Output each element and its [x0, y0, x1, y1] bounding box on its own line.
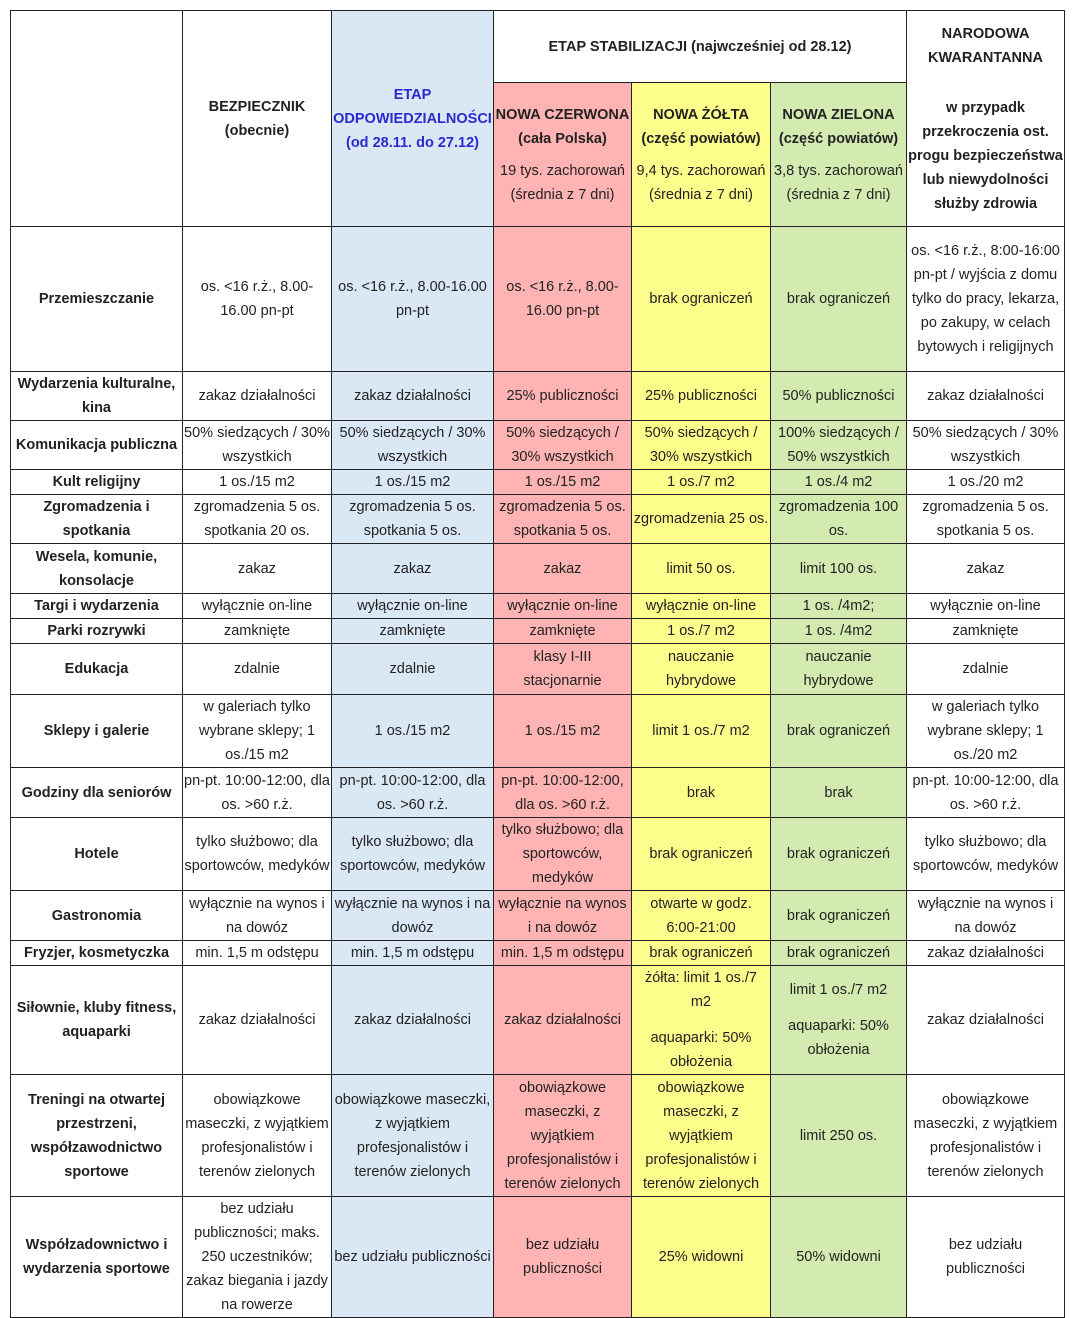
cell-text: zakaz działalności — [927, 945, 1044, 961]
cell-nowa-zolta — [632, 695, 771, 768]
table-body — [11, 227, 1065, 1318]
cell-text: brak — [686, 784, 716, 801]
cell-text: zdalnie — [234, 661, 280, 677]
cell-nowa-czerwona — [494, 227, 632, 372]
cell-text: tylko służbowo; dla sportowców, medyków — [339, 834, 486, 874]
cell-text: 1 os./15 m2 — [524, 723, 601, 739]
cell-narodowa-kwarantanna — [907, 495, 1065, 544]
table-row — [11, 1075, 1065, 1197]
table-row — [11, 495, 1065, 544]
cell-text: min. 1,5 m odstępu — [195, 945, 319, 961]
header-narodowa-kwarantanna — [907, 11, 1065, 227]
cell-bezpiecznik — [183, 421, 332, 470]
cell-bezpiecznik — [183, 495, 332, 544]
cell-etap-odpowiedzialnosci — [332, 544, 494, 594]
cell-text: pn-pt. 10:00-12:00, dla os. >60 r.ż. — [184, 772, 330, 813]
cell-narodowa-kwarantanna — [907, 1075, 1065, 1197]
cell-etap-odpowiedzialnosci — [332, 619, 494, 644]
cell-text: 1 os./15 m2 — [219, 474, 295, 490]
cell-text: zamknięte — [379, 623, 446, 639]
cell-text: wyłącznie na wynos i na dowóz — [917, 895, 1054, 936]
cell-text: klasy I-III stacjonarnie — [523, 649, 602, 689]
table-row — [11, 372, 1065, 421]
cell-bezpiecznik — [183, 619, 332, 644]
header-etap-odp-sub: (od 28.11. do 27.12) — [346, 134, 479, 151]
cell-nowa-czerwona — [494, 891, 632, 941]
cell-text: 1 os./7 m2 — [667, 474, 735, 490]
cell-etap-odpowiedzialnosci — [332, 768, 494, 818]
cell-text: zakaz działalności — [198, 1012, 316, 1028]
cell-nowa-czerwona — [494, 594, 632, 619]
cell-text: 25% publiczności — [644, 388, 758, 404]
cell-text: zamknięte — [223, 623, 291, 639]
table-row — [11, 227, 1065, 372]
cell-etap-odpowiedzialnosci — [332, 372, 494, 421]
cell-text: zakaz działalności — [198, 388, 316, 404]
header-kwar-title: NARODOWA KWARANTANNA — [928, 25, 1043, 66]
cell-text: w galeriach tylko wybrane sklepy; 1 os./20 m2 — [927, 699, 1044, 763]
cell-narodowa-kwarantanna — [907, 818, 1065, 891]
row-label: Kult religijny — [11, 470, 183, 495]
table-row — [11, 544, 1065, 594]
cell-text: wyłącznie on-line — [507, 598, 618, 614]
cell-text: bez udziału publiczności — [523, 1237, 602, 1277]
cell-text: os. <16 r.ż., 8.00-16.00 pn-pt — [506, 279, 619, 319]
cell-text: brak ograniczeń — [786, 846, 891, 862]
cell-nowa-zolta — [632, 941, 771, 966]
cell-bezpiecznik — [183, 768, 332, 818]
cell-nowa-zielona — [771, 544, 907, 594]
cell-text: zgromadzenia 25 os. — [633, 511, 769, 527]
cell-text: 50% widowni — [796, 1249, 881, 1265]
cell-text: zakaz działalności — [354, 388, 471, 404]
cell-nowa-zolta — [632, 495, 771, 544]
cell-text: zakaz działalności — [354, 1012, 471, 1028]
cell-text-secondary: aquaparki: 50% obłożenia — [650, 1030, 752, 1070]
row-label: Wydarzenia kulturalne, kina — [11, 372, 183, 421]
cell-bezpiecznik — [183, 1075, 332, 1197]
cell-etap-odpowiedzialnosci — [332, 1075, 494, 1197]
cell-text-secondary: aquaparki: 50% obłożenia — [788, 1018, 889, 1058]
header-red-title: NOWA CZERWONA (cała Polska) — [495, 106, 630, 147]
cell-nowa-zolta — [632, 470, 771, 495]
header-nowa-zielona — [771, 83, 907, 227]
cell-nowa-zolta — [632, 544, 771, 594]
cell-text: zakaz — [543, 560, 582, 577]
cell-nowa-czerwona — [494, 768, 632, 818]
cell-nowa-zolta — [632, 966, 771, 1075]
cell-text: 50% siedzących / 30% wszystkich — [184, 425, 330, 465]
row-label: Targi i wydarzenia — [11, 594, 183, 619]
table-row — [11, 891, 1065, 941]
cell-text: 1 os./15 m2 — [524, 474, 601, 490]
cell-etap-odpowiedzialnosci — [332, 421, 494, 470]
cell-nowa-zolta — [632, 818, 771, 891]
cell-text: brak ograniczeń — [649, 291, 753, 307]
cell-nowa-zolta — [632, 227, 771, 372]
cell-text: brak ograniczeń — [786, 907, 891, 924]
cell-text: obowiązkowe maseczki, z wyjątkiem profesjonalistów i terenów zielonych — [504, 1079, 621, 1192]
row-label: Godziny dla seniorów — [11, 768, 183, 818]
cell-nowa-czerwona — [494, 1075, 632, 1197]
cell-bezpiecznik — [183, 470, 332, 495]
cell-text: os. <16 r.ż., 8.00-16.00 pn-pt — [338, 279, 487, 319]
cell-nowa-zielona — [771, 470, 907, 495]
cell-text: brak ograniczeń — [649, 945, 753, 961]
cell-narodowa-kwarantanna — [907, 470, 1065, 495]
cell-text: bez udziału publiczności — [946, 1237, 1026, 1277]
cell-nowa-zielona — [771, 1197, 907, 1318]
header-yellow-title: NOWA ŻÓŁTA (część powiatów) — [641, 106, 761, 147]
cell-nowa-zolta — [632, 1075, 771, 1197]
cell-text: limit 100 os. — [799, 560, 878, 577]
table-row — [11, 619, 1065, 644]
row-label: Sklepy i galerie — [11, 695, 183, 768]
cell-narodowa-kwarantanna — [907, 372, 1065, 421]
cell-etap-odpowiedzialnosci — [332, 594, 494, 619]
cell-text: zamknięte — [952, 623, 1019, 639]
cell-nowa-zielona — [771, 495, 907, 544]
cell-text: zamknięte — [529, 623, 596, 639]
cell-text: limit 1 os./7 m2 — [652, 723, 750, 739]
header-bezpiecznik-title: BEZPIECZNIK — [208, 98, 306, 115]
cell-nowa-zielona — [771, 818, 907, 891]
cell-nowa-czerwona — [494, 644, 632, 695]
restrictions-table — [10, 10, 1065, 1318]
cell-nowa-czerwona — [494, 495, 632, 544]
cell-text: 1 os./15 m2 — [374, 723, 451, 739]
cell-bezpiecznik — [183, 1197, 332, 1318]
cell-narodowa-kwarantanna — [907, 644, 1065, 695]
cell-nowa-czerwona — [494, 966, 632, 1075]
cell-nowa-zielona — [771, 594, 907, 619]
cell-text: 50% publiczności — [782, 388, 895, 404]
cell-text: obowiązkowe maseczki, z wyjątkiem profesjonalistów i terenów zielonych — [334, 1091, 491, 1180]
cell-text: nauczanie hybrydowe — [803, 649, 874, 689]
header-bezpiecznik-sub: (obecnie) — [224, 122, 290, 139]
cell-etap-odpowiedzialnosci — [332, 818, 494, 891]
cell-text: zdalnie — [389, 661, 436, 677]
cell-narodowa-kwarantanna — [907, 695, 1065, 768]
cell-text: 25% publiczności — [506, 388, 619, 404]
cell-narodowa-kwarantanna — [907, 1197, 1065, 1318]
row-label: Treningi na otwartej przestrzeni, współzawodnictwo sportowe — [11, 1075, 183, 1197]
cell-etap-odpowiedzialnosci — [332, 470, 494, 495]
cell-nowa-zolta — [632, 1197, 771, 1318]
cell-etap-odpowiedzialnosci — [332, 1197, 494, 1318]
cell-text: 1 os./4 m2 — [804, 474, 873, 490]
cell-nowa-zolta — [632, 644, 771, 695]
cell-nowa-zielona — [771, 644, 907, 695]
cell-nowa-zielona — [771, 372, 907, 421]
cell-bezpiecznik — [183, 227, 332, 372]
header-etap-stabilizacji: ETAP STABILIZACJI (najwcześniej od 28.12) — [494, 11, 907, 83]
cell-text: wyłącznie on-line — [357, 598, 468, 614]
cell-text: brak ograniczeń — [649, 846, 753, 862]
table-row — [11, 644, 1065, 695]
cell-text: min. 1,5 m odstępu — [350, 945, 475, 961]
cell-nowa-zielona — [771, 695, 907, 768]
cell-text: wyłącznie on-line — [201, 598, 313, 614]
cell-nowa-czerwona — [494, 818, 632, 891]
cell-narodowa-kwarantanna — [907, 891, 1065, 941]
cell-text: zakaz działalności — [927, 1012, 1044, 1028]
cell-text: os. <16 r.ż., 8:00-16:00 pn-pt / wyjścia z domu tylko do pracy, lekarza, po zakupy, w celach bytowych i religijnych — [911, 243, 1060, 355]
cell-bezpiecznik — [183, 544, 332, 594]
cell-text: wyłącznie na wynos i na dowóz — [189, 895, 325, 936]
header-yellow-note: 9,4 tys. zachorowań (średnia z 7 dni) — [636, 162, 766, 203]
cell-text: 1 os./15 m2 — [374, 474, 451, 490]
cell-bezpiecznik — [183, 594, 332, 619]
cell-narodowa-kwarantanna — [907, 941, 1065, 966]
row-label: Współzadownictwo i wydarzenia sportowe — [11, 1197, 183, 1318]
cell-narodowa-kwarantanna — [907, 768, 1065, 818]
row-label: Przemieszczanie — [11, 227, 183, 372]
cell-text: 1 os./7 m2 — [667, 623, 735, 639]
cell-text: brak — [824, 784, 853, 801]
cell-nowa-czerwona — [494, 941, 632, 966]
cell-text: os. <16 r.ż., 8.00-16.00 pn-pt — [200, 279, 314, 319]
cell-text: w galeriach tylko wybrane sklepy; 1 os./15 m2 — [198, 699, 316, 763]
header-nowa-czerwona — [494, 83, 632, 227]
cell-narodowa-kwarantanna — [907, 544, 1065, 594]
cell-etap-odpowiedzialnosci — [332, 644, 494, 695]
cell-text: nauczanie hybrydowe — [665, 649, 737, 689]
cell-text: tylko służbowo; dla sportowców, medyków — [912, 834, 1059, 874]
cell-text: zgromadzenia 100 os. — [778, 499, 899, 539]
cell-text: wyłącznie na wynos i na dowóz — [498, 895, 627, 936]
cell-text: obowiązkowe maseczki, z wyjątkiem profesjonalistów i terenów zielonych — [642, 1079, 760, 1192]
cell-text: zgromadzenia 5 os. spotkania 5 os. — [922, 499, 1049, 539]
cell-narodowa-kwarantanna — [907, 966, 1065, 1075]
cell-text: pn-pt. 10:00-12:00, dla os. >60 r.ż. — [501, 772, 624, 813]
cell-text: otwarte w godz. 6:00-21:00 — [650, 895, 752, 936]
cell-text: wyłącznie na wynos i na dowóz — [334, 895, 491, 936]
cell-text: żółta: limit 1 os./7 m2 — [644, 970, 757, 1010]
cell-bezpiecznik — [183, 818, 332, 891]
cell-text: brak ograniczeń — [786, 945, 891, 961]
cell-nowa-zolta — [632, 619, 771, 644]
cell-nowa-czerwona — [494, 619, 632, 644]
corner-cell — [11, 11, 183, 227]
header-nowa-zolta — [632, 83, 771, 227]
table-row — [11, 594, 1065, 619]
cell-narodowa-kwarantanna — [907, 227, 1065, 372]
cell-text: zdalnie — [962, 661, 1009, 677]
table-row — [11, 966, 1065, 1075]
cell-nowa-zielona — [771, 227, 907, 372]
cell-text: zgromadzenia 5 os. spotkania 5 os. — [499, 499, 626, 539]
cell-nowa-zielona — [771, 619, 907, 644]
cell-bezpiecznik — [183, 644, 332, 695]
cell-nowa-zielona — [771, 966, 907, 1075]
cell-text: 50% siedzących / 30% wszystkich — [506, 425, 619, 465]
header-green-note: 3,8 tys. zachorowań (średnia z 7 dni) — [774, 162, 903, 203]
cell-nowa-zielona — [771, 768, 907, 818]
cell-nowa-czerwona — [494, 470, 632, 495]
cell-text: 1 os. /4m2 — [804, 623, 873, 639]
cell-narodowa-kwarantanna — [907, 594, 1065, 619]
cell-bezpiecznik — [183, 941, 332, 966]
cell-text: pn-pt. 10:00-12:00, dla os. >60 r.ż. — [339, 772, 486, 813]
row-label: Zgromadzenia i spotkania — [11, 495, 183, 544]
table-row — [11, 941, 1065, 966]
cell-text: pn-pt. 10:00-12:00, dla os. >60 r.ż. — [912, 772, 1059, 813]
cell-text: bez udziału publiczności — [334, 1249, 491, 1265]
cell-text: wyłącznie on-line — [645, 598, 757, 614]
cell-etap-odpowiedzialnosci — [332, 941, 494, 966]
cell-nowa-zielona — [771, 941, 907, 966]
header-bezpiecznik — [183, 11, 332, 227]
table-row — [11, 768, 1065, 818]
cell-etap-odpowiedzialnosci — [332, 495, 494, 544]
table-row — [11, 1197, 1065, 1318]
cell-text: tylko służbowo; dla sportowców, medyków — [501, 822, 624, 886]
cell-bezpiecznik — [183, 966, 332, 1075]
cell-text: min. 1,5 m odstępu — [500, 945, 625, 961]
cell-bezpiecznik — [183, 695, 332, 768]
cell-text: 100% siedzących / 50% wszystkich — [778, 425, 899, 465]
cell-text: brak ograniczeń — [786, 723, 891, 739]
row-label: Wesela, komunie, konsolacje — [11, 544, 183, 594]
cell-nowa-zolta — [632, 372, 771, 421]
cell-nowa-zielona — [771, 891, 907, 941]
cell-narodowa-kwarantanna — [907, 421, 1065, 470]
cell-nowa-zolta — [632, 768, 771, 818]
table-row — [11, 818, 1065, 891]
cell-nowa-czerwona — [494, 372, 632, 421]
cell-text: zakaz działalności — [927, 388, 1044, 404]
row-label: Komunikacja publiczna — [11, 421, 183, 470]
cell-text: 50% siedzących / 30% wszystkich — [912, 425, 1059, 465]
cell-etap-odpowiedzialnosci — [332, 966, 494, 1075]
header-etap-odp-title: ETAP ODPOWIEDZIALNOŚCI — [333, 86, 492, 127]
header-etap-odpowiedzialnosci — [332, 11, 494, 227]
cell-text: zakaz działalności — [504, 1012, 621, 1028]
cell-nowa-czerwona — [494, 421, 632, 470]
cell-narodowa-kwarantanna — [907, 619, 1065, 644]
header-red-note: 19 tys. zachorowań (średnia z 7 dni) — [500, 162, 625, 203]
cell-etap-odpowiedzialnosci — [332, 891, 494, 941]
cell-text: wyłącznie on-line — [930, 598, 1041, 614]
cell-nowa-zielona — [771, 421, 907, 470]
cell-nowa-czerwona — [494, 544, 632, 594]
cell-text: 1 os. /4m2; — [802, 598, 875, 614]
cell-nowa-zolta — [632, 891, 771, 941]
cell-nowa-zielona — [771, 1075, 907, 1197]
cell-text: tylko służbowo; dla sportowców, medyków — [184, 834, 330, 874]
row-label: Parki rozrywki — [11, 619, 183, 644]
cell-text: zakaz — [966, 560, 1005, 577]
cell-text: zakaz — [238, 560, 276, 577]
cell-etap-odpowiedzialnosci — [332, 227, 494, 372]
cell-nowa-zolta — [632, 594, 771, 619]
cell-etap-odpowiedzialnosci — [332, 695, 494, 768]
cell-text: 50% siedzących / 30% wszystkich — [644, 425, 758, 465]
cell-nowa-czerwona — [494, 1197, 632, 1318]
header-green-title: NOWA ZIELONA (część powiatów) — [778, 106, 899, 147]
row-label: Hotele — [11, 818, 183, 891]
cell-bezpiecznik — [183, 891, 332, 941]
cell-text: obowiązkowe maseczki, z wyjątkiem profesjonalistów i terenów zielonych — [185, 1091, 329, 1180]
table-row — [11, 421, 1065, 470]
cell-text: 25% widowni — [658, 1249, 744, 1265]
row-label: Fryzjer, kosmetyczka — [11, 941, 183, 966]
table-row — [11, 695, 1065, 768]
cell-text: limit 250 os. — [799, 1127, 878, 1144]
row-label: Gastronomia — [11, 891, 183, 941]
table-row — [11, 470, 1065, 495]
row-label: Siłownie, kluby fitness, aquaparki — [11, 966, 183, 1075]
cell-text: zakaz — [393, 560, 432, 577]
cell-text: brak ograniczeń — [786, 291, 891, 307]
cell-bezpiecznik — [183, 372, 332, 421]
cell-text: limit 1 os./7 m2 — [789, 982, 888, 998]
cell-nowa-czerwona — [494, 695, 632, 768]
cell-text: obowiązkowe maseczki, z wyjątkiem profesjonalistów i terenów zielonych — [913, 1091, 1058, 1180]
cell-text: limit 50 os. — [666, 560, 736, 577]
cell-text: zgromadzenia 5 os. spotkania 20 os. — [193, 499, 321, 539]
cell-text: 1 os./20 m2 — [947, 474, 1024, 490]
header-kwar-sub: w przypadk przekroczenia ost. progu bezpieczeństwa lub niewydolności służby zdrowia — [908, 99, 1063, 212]
cell-nowa-zolta — [632, 421, 771, 470]
cell-text: zgromadzenia 5 os. spotkania 5 os. — [349, 499, 476, 539]
cell-text: 50% siedzących / 30% wszystkich — [339, 425, 486, 465]
row-label: Edukacja — [11, 644, 183, 695]
cell-text: bez udziału publiczności; maks. 250 uczestników; zakaz biegania i jazdy na rowerze — [186, 1201, 328, 1313]
